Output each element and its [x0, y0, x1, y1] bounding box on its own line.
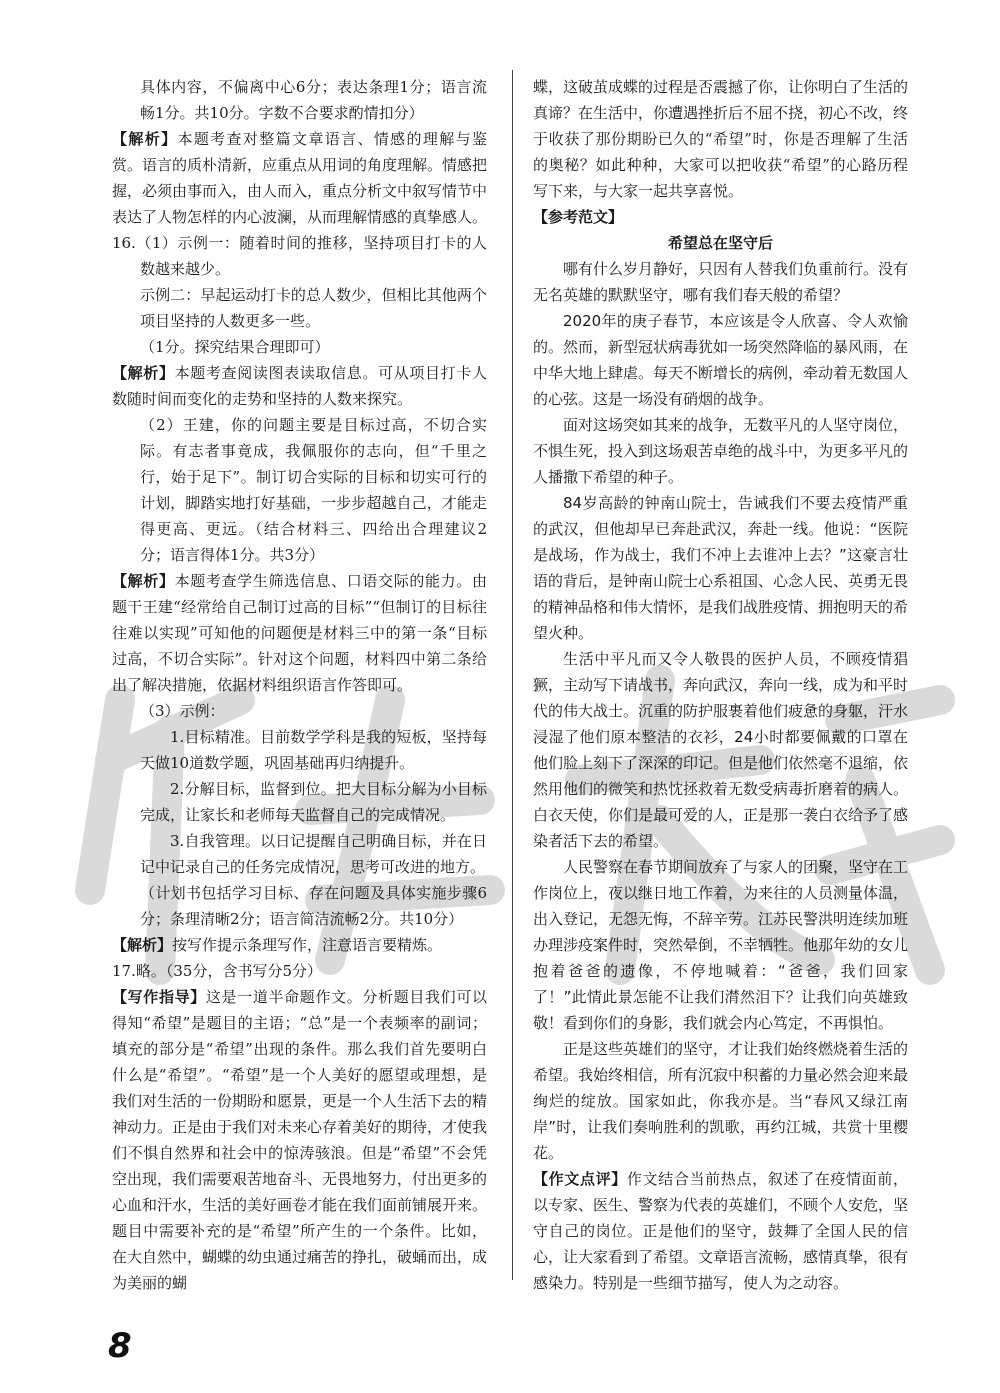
section-tag: 【解析】 — [112, 936, 173, 954]
column-divider — [512, 70, 513, 1280]
answer-paragraph — [112, 698, 487, 724]
analysis-paragraph — [112, 932, 487, 958]
answer-paragraph — [112, 724, 487, 776]
essay-paragraph: 正是这些英雄们的坚守，才让我们始终燃烧着生活的希望。我始终相信，所有沉寂中积蓄的力量必然会迎来最绚烂的绽放。国家如此，你我亦是。当“春风又绿江南岸”时，让我们奏响胜利的凯歌，再约江城，共赏十里樱花。 — [533, 1040, 909, 1162]
page-number: 8 — [108, 1326, 132, 1366]
essay-paragraph: 生活中平凡而又令人敬畏的医护人员，不顾疫情猖獗，主动写下请战书，奔向武汉，奔向一线，成为和平时代的伟大战士。沉重的防护服裹着他们疲惫的身躯，汗水浸湿了他们原本整洁的衣衫，24小时都要佩戴的口罩在他们脸上刻下了深深的印记。但是他们依然毫不退缩，依然用他们的微笑和热忱拯救着无数受病毒折磨着的病人。白衣天使，你们是最可爱的人，正是那一袭白衣给予了感染者活下去的希望。 — [533, 650, 909, 850]
reference-essay-heading — [533, 204, 908, 230]
analysis-paragraph — [112, 984, 487, 1296]
answer-paragraph — [112, 282, 487, 334]
analysis-paragraph — [112, 360, 487, 412]
paragraph-text: （1分。探究结果合理即可） — [140, 338, 330, 356]
paragraph-text: 16.（1）示例一：随着时间的推移，坚持项目打卡的人数越来越少。 — [112, 234, 487, 278]
essay-paragraph: 哪有什么岁月静好，只因有人替我们负重前行。没有无名英雄的默默坚守，哪有我们春天般的希望？ — [533, 260, 909, 304]
section-tag: 【解析】 — [112, 130, 178, 148]
answer-paragraph — [112, 828, 487, 880]
essay-paragraph: 人民警察在春节期间放弃了与家人的团聚，坚守在工作岗位上，夜以继日地工作着，为来往的人员测量体温，出入登记，无怨无悔，不辞辛劳。江苏民警洪明连续加班办理涉疫案件时，突然晕倒，不幸牺牲。他那年幼的女儿抱着爸爸的遗像，不停地喊着：“爸爸，我们回家了！”此情此景怎能不让我们潸然泪下？让我们向英雄致敬！看到你们的身影，我们就会内心笃定，不再惧怕。 — [533, 858, 909, 1032]
paragraph-text: 17.略。（35分，含书写分5分） — [112, 962, 322, 980]
paragraph-text: 按写作提示条理写作，注意语言要精炼。 — [172, 936, 443, 954]
essay-review — [533, 1166, 908, 1296]
answer-paragraph — [112, 880, 487, 932]
paragraph-text: 本题考查学生筛选信息、口语交际的能力。由题干王建“经常给自己制订过高的目标”“但制订的目标往往难以实现”可知他的问题便是材料三中的第一条“目标过高，不切合实际”。针对这个问题，材料四中第二条给出了解决措施，依据材料组织语言作答即可。 — [112, 572, 487, 694]
reference-tag: 【参考范文】 — [533, 208, 624, 226]
answer-paragraph — [112, 776, 487, 828]
paragraph-text: 3.自我管理。以日记提醒自己明确目标，并在日记中记录自己的任务完成情况，思考可改进的地方。 — [140, 832, 487, 876]
essay-paragraph: 面对这场突如其来的战争，无数平凡的人坚守岗位，不惧生死，投入到这场艰苦卓绝的战斗中，为更多平凡的人播撒下希望的种子。 — [533, 416, 909, 486]
paragraph-text: 本题考查阅读图表读取信息。可从项目打卡人数随时间而变化的走势和坚持的人数来探究。 — [112, 364, 487, 408]
paragraph-text: 具体内容，不偏离中心6分；表达条理1分；语言流畅1分。共10分。字数不合要求酌情扣分） — [140, 78, 487, 122]
essay-title: 希望总在坚守后 — [667, 234, 773, 252]
writing-guide-continuation: 蝶，这破茧成蝶的过程是否震撼了你，让你明白了生活的真谛？在生活中，你遭遇挫折后不屈不挠，初心不改，终于收获了那份期盼已久的“希望”时，你是否理解了生活的奥秘？如此种种，大家可以把收获“希望”的心路历程写下来，与大家一起共享喜悦。 — [533, 78, 909, 200]
analysis-paragraph — [112, 126, 487, 230]
analysis-paragraph — [112, 568, 487, 698]
essay-paragraph: 2020年的庚子春节，本应该是令人欣喜、令人欢愉的。然而，新型冠状病毒犹如一场突然降临的暴风雨，在中华大地上肆虐。每天不断增长的病例，牵动着无数国人的心弦。这是一场没有硝烟的战争。 — [533, 312, 909, 408]
essay-body — [533, 256, 908, 1166]
section-tag: 【解析】 — [112, 364, 175, 382]
review-tag: 【作文点评】 — [533, 1170, 627, 1188]
right-column — [533, 74, 908, 1296]
essay-paragraph: 84岁高龄的钟南山院士，告诫我们不要去疫情严重的武汉，但他却早已奔赴武汉，奔赴一线。他说：“医院是战场，作为战士，我们不冲上去谁冲上去？”这豪言壮语的背后，是钟南山院士心系祖国、心念人民、英勇无畏的精神品格和伟大情怀，是我们战胜疫情、拥抱明天的希望火种。 — [533, 494, 909, 642]
paragraph-text: 2.分解目标，监督到位。把大目标分解为小目标完成，让家长和老师每天监督自己的完成情况。 — [140, 780, 487, 824]
paragraph-text: 本题考查对整篇文章语言、情感的理解与鉴赏。语言的质朴清新，应重点从用词的角度理解。情感把握，必须由事而入，由人而入，重点分析文中叙写情节中表达了人物怎样的内心波澜，从而理解情感的真挚感人。 — [112, 130, 488, 226]
paragraph-text: 这是一道半命题作文。分析题目我们可以得知“希望”是题目的主语；“总”是一个表频率的副词；填充的部分是“希望”出现的条件。那么我们首先要明白什么是“希望”。“希望”是一个人美好的愿望或理想，是我们对生活的一份期盼和愿景，更是一个人生活下去的精神动力。正是由于我们对未来心存着美好的期待，才使我们不惧自然界和社会中的惊涛骇浪。但是“希望”不会凭空出现，我们需要艰苦地奋斗、无畏地努力，付出更多的心血和汗水，生活的美好画卷才能在我们面前铺展开来。题目中需要补充的是“希望”所产生的一个条件。比如，在大自然中，蝴蝶的幼虫通过痛苦的挣扎，破蛹而出，成为美丽的蝴 — [112, 988, 488, 1292]
answer-paragraph — [112, 334, 487, 360]
answer-paragraph — [112, 230, 487, 282]
section-tag: 【写作指导】 — [112, 988, 206, 1006]
paragraph-text: （2）王建，你的问题主要是目标过高，不切合实际。有志者事竟成，我佩服你的志向，但“千里之行，始于足下”。制订切合实际的目标和切实可行的计划，脚踏实地打好基础，一步步超越自己，才能走得更高、更远。（结合材料三、四给出合理建议2分；语言得体1分。共3分） — [140, 416, 487, 564]
paragraph-text: （计划书包括学习目标、存在问题及具体实施步骤6分；条理清晰2分；语言简洁流畅2分。共10分） — [140, 884, 487, 928]
left-column — [112, 74, 487, 1296]
review-text: 作文结合当前热点，叙述了在疫情面前，以专家、医生、警察为代表的英雄们，不顾个人安危，坚守自己的岗位。正是他们的坚守，鼓舞了全国人民的信心，让大家看到了希望。文章语言流畅，感情真挚，很有感染力。特别是一些细节描写，使人为之动容。 — [533, 1170, 909, 1292]
answer-paragraph — [112, 74, 487, 126]
paragraph-text: 1.目标精准。目前数学学科是我的短板，坚持每天做10道数学题，巩固基础再归纳提升。 — [140, 728, 487, 772]
paragraph-text: （3）示例： — [140, 702, 225, 720]
answer-paragraph — [112, 412, 487, 568]
section-tag: 【解析】 — [112, 572, 175, 590]
paragraph-text: 示例二：早起运动打卡的总人数少，但相比其他两个项目坚持的人数更多一些。 — [140, 286, 487, 330]
answer-paragraph — [112, 958, 487, 984]
